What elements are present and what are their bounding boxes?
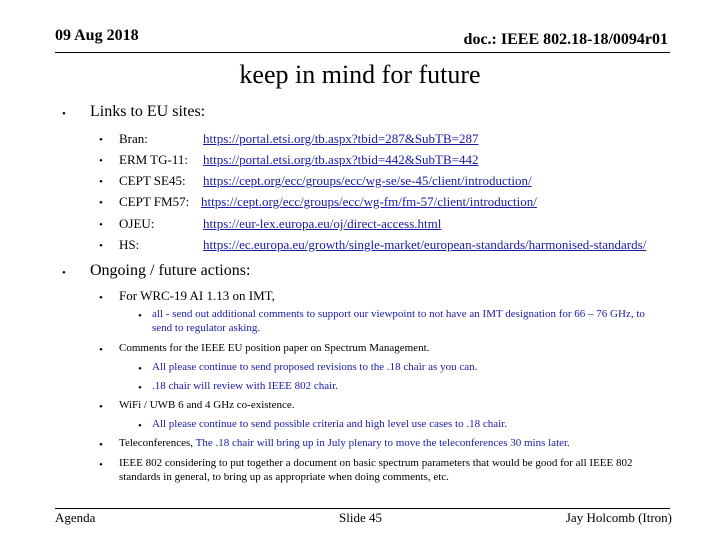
site-link-ojeu[interactable]: https://eur-lex.europa.eu/oj/direct-access.html	[203, 216, 442, 231]
wifi-sub: All please continue to send possible criteria and high level use cases to .18 chair.	[152, 418, 507, 430]
wifi-item: WiFi / UWB 6 and 4 GHz co-existence.	[119, 399, 295, 411]
header-date: 09 Aug 2018	[55, 27, 139, 44]
bullet: •	[99, 155, 103, 167]
wrc-sub-line-1: all - send out additional comments to support our viewpoint to not have an IMT designation for 66 – 76 GHz, to	[152, 308, 645, 320]
wrc-sub-line-2: send to regulator asking.	[152, 322, 261, 334]
telecon-detail: The .18 chair will bring up in July plenary to move the teleconferences 30 mins later.	[195, 437, 570, 449]
site-link-se45[interactable]: https://cept.org/ecc/groups/ecc/wg-se/se-45/client/introduction/	[203, 173, 532, 188]
eu-paper-sub-2: .18 chair will review with IEEE 802 chair.	[152, 380, 339, 392]
bullet: •	[99, 401, 103, 413]
actions-heading: Ongoing / future actions:	[90, 262, 251, 279]
site-label-erm: ERM TG-11:	[119, 152, 188, 167]
site-link-erm[interactable]: https://portal.etsi.org/tb.aspx?tbid=442&SubTB=442	[203, 152, 479, 167]
site-link-bran[interactable]: https://portal.etsi.org/tb.aspx?tbid=287&SubTB=287	[203, 131, 479, 146]
wrc-item: For WRC-19 AI 1.13 on IMT,	[119, 288, 275, 303]
footer-author: Jay Holcomb (Itron)	[565, 510, 672, 525]
bullet: •	[99, 292, 103, 304]
ieee802-line-2: standards in general, to bring up as appropriate when doing comments, etc.	[119, 471, 449, 483]
eu-paper-item: Comments for the IEEE EU position paper on Spectrum Management.	[119, 342, 430, 354]
slide-title: keep in mind for future	[239, 60, 481, 89]
bullet: •	[99, 176, 103, 188]
site-label-fm57: CEPT FM57:	[119, 194, 190, 209]
bullet: •	[62, 108, 66, 120]
bullet: •	[99, 134, 103, 146]
bullet: •	[62, 267, 66, 279]
site-link-hs[interactable]: https://ec.europa.eu/growth/single-market/european-standards/harmonised-standards/	[203, 237, 647, 252]
eu-paper-sub-1: All please continue to send proposed revisions to the .18 chair as you can.	[152, 361, 478, 373]
bullet: •	[99, 439, 103, 451]
bullet: •	[138, 382, 142, 394]
ieee802-line-1: IEEE 802 considering to put together a document on basic spectrum parameters that would be good for all IEEE 802	[119, 457, 633, 469]
bullet: •	[99, 197, 103, 209]
bullet: •	[99, 219, 103, 231]
footer-left: Agenda	[55, 510, 96, 525]
header-doc-id: doc.: IEEE 802.18-18/0094r01	[463, 31, 668, 48]
header-rule	[55, 52, 670, 53]
telecon-item	[119, 437, 570, 449]
bullet: •	[99, 459, 103, 471]
telecon-lead: Teleconferences,	[119, 437, 194, 449]
site-label-ojeu: OJEU:	[119, 216, 155, 231]
bullet: •	[138, 420, 142, 432]
bullet: •	[138, 310, 142, 322]
footer-rule	[55, 508, 670, 509]
eu-sites-heading: Links to EU sites:	[90, 103, 206, 120]
site-label-bran: Bran:	[119, 131, 148, 146]
bullet: •	[138, 363, 142, 375]
site-label-hs: HS:	[119, 237, 140, 252]
site-link-fm57[interactable]: https://cept.org/ecc/groups/ecc/wg-fm/fm-57/client/introduction/	[201, 194, 537, 209]
bullet: •	[99, 344, 103, 356]
site-label-se45: CEPT SE45:	[119, 173, 186, 188]
slide-number: Slide 45	[339, 510, 382, 525]
bullet: •	[99, 240, 103, 252]
